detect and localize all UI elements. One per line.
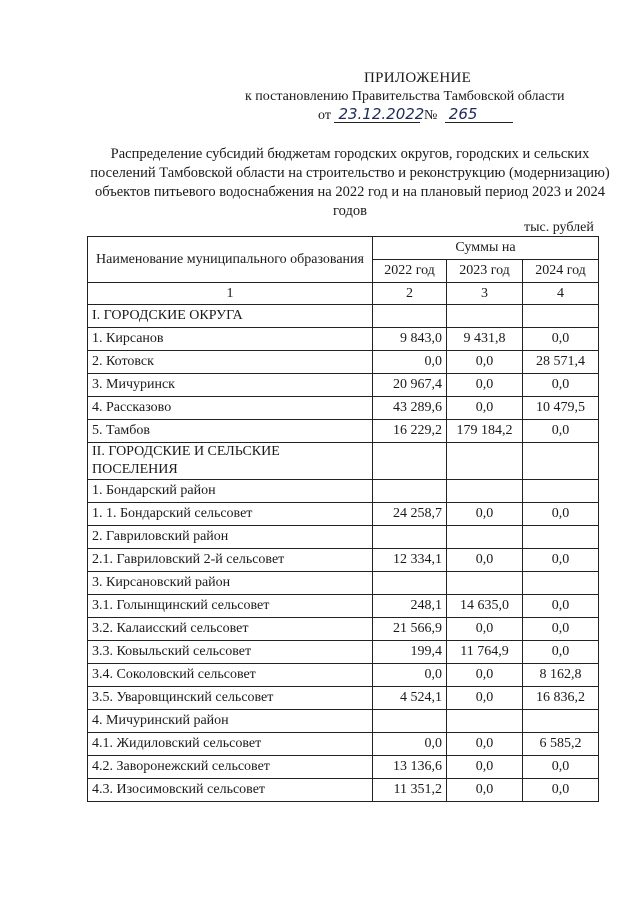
- table-row: [88, 549, 599, 572]
- row-name: 2. Гавриловский район: [88, 526, 373, 549]
- row-name: 1. Бондарский район: [88, 480, 373, 503]
- column-header-name: Наименование муниципального образования: [88, 237, 373, 283]
- table-row: [88, 374, 599, 397]
- table-row: [88, 503, 599, 526]
- row-name: 3.3. Ковыльский сельсовет: [88, 641, 373, 664]
- value-cell-2023: 0,0: [447, 549, 523, 572]
- column-header-year: 2024 год: [523, 260, 599, 283]
- table-row: [88, 664, 599, 687]
- value-cell-2022: 9 843,0: [373, 328, 447, 351]
- value-cell-2024: 0,0: [523, 595, 599, 618]
- value-cell-2024: 28 571,4: [523, 351, 599, 374]
- value-cell-2024: 0,0: [523, 618, 599, 641]
- value-cell-2024: 6 585,2: [523, 733, 599, 756]
- value-cell-2024: 0,0: [523, 779, 599, 802]
- value-cell-2022: 16 229,2: [373, 420, 447, 443]
- value-cell-2024: 10 479,5: [523, 397, 599, 420]
- number-prefix: №: [423, 108, 438, 123]
- value-cell-2023: 0,0: [447, 351, 523, 374]
- row-name: 3.1. Голынщинский сельсовет: [88, 595, 373, 618]
- value-cell-2024: 0,0: [523, 549, 599, 572]
- row-name: II. ГОРОДСКИЕ И СЕЛЬСКИЕ ПОСЕЛЕНИЯ: [88, 443, 373, 480]
- value-cell-2024: [523, 572, 599, 595]
- subsidy-table: [87, 236, 599, 802]
- value-cell-2023: [447, 526, 523, 549]
- row-name: 3. Кирсановский район: [88, 572, 373, 595]
- value-cell-2022: [373, 443, 447, 480]
- table-row: [88, 710, 599, 733]
- value-cell-2022: 12 334,1: [373, 549, 447, 572]
- table-row: [88, 480, 599, 503]
- value-cell-2022: 11 351,2: [373, 779, 447, 802]
- row-name: 4. Рассказово: [88, 397, 373, 420]
- value-cell-2023: 0,0: [447, 618, 523, 641]
- column-header-year: 2023 год: [447, 260, 523, 283]
- value-cell-2024: 8 162,8: [523, 664, 599, 687]
- row-name: 3.5. Уваровщинский сельсовет: [88, 687, 373, 710]
- table-body: [88, 305, 599, 802]
- document-title: Распределение субсидий бюджетам городских округов, городских и сельских поселений Тамбовской области на строительство и реконструкцию (модернизацию) объектов питьевого водоснабжения на 2022 год и на плановый период 2023 и 2024 годов: [90, 146, 610, 219]
- value-cell-2022: [373, 572, 447, 595]
- row-name: 3.4. Соколовский сельсовет: [88, 664, 373, 687]
- column-index: 1: [88, 283, 373, 305]
- value-cell-2023: [447, 305, 523, 328]
- handwritten-number: 265: [445, 106, 513, 123]
- table-row: [88, 443, 599, 480]
- table-row: [88, 572, 599, 595]
- appendix-title: ПРИЛОЖЕНИЕ: [364, 70, 472, 86]
- table-row: [88, 328, 599, 351]
- appendix-subtitle: к постановлению Правительства Тамбовской области: [245, 89, 565, 104]
- value-cell-2023: 0,0: [447, 664, 523, 687]
- table-row: [88, 526, 599, 549]
- value-cell-2023: 14 635,0: [447, 595, 523, 618]
- row-name: 1. Кирсанов: [88, 328, 373, 351]
- table-row: [88, 687, 599, 710]
- value-cell-2024: 0,0: [523, 328, 599, 351]
- row-name: I. ГОРОДСКИЕ ОКРУГА: [88, 305, 373, 328]
- row-name: 1. 1. Бондарский сельсовет: [88, 503, 373, 526]
- table-row: [88, 351, 599, 374]
- value-cell-2022: 4 524,1: [373, 687, 447, 710]
- column-header-sums: Суммы на: [373, 237, 599, 260]
- decree-date-number: [318, 106, 513, 124]
- value-cell-2024: [523, 526, 599, 549]
- value-cell-2022: 43 289,6: [373, 397, 447, 420]
- value-cell-2022: 199,4: [373, 641, 447, 664]
- table-row: [88, 733, 599, 756]
- date-prefix: от: [318, 108, 331, 123]
- value-cell-2022: 0,0: [373, 733, 447, 756]
- value-cell-2023: 11 764,9: [447, 641, 523, 664]
- value-cell-2022: 21 566,9: [373, 618, 447, 641]
- row-name: 4. Мичуринский район: [88, 710, 373, 733]
- column-index: 4: [523, 283, 599, 305]
- value-cell-2022: [373, 480, 447, 503]
- value-cell-2023: 0,0: [447, 503, 523, 526]
- row-name: 4.3. Изосимовский сельсовет: [88, 779, 373, 802]
- row-name: 4.1. Жидиловский сельсовет: [88, 733, 373, 756]
- value-cell-2022: 248,1: [373, 595, 447, 618]
- table-row: [88, 595, 599, 618]
- value-cell-2022: 20 967,4: [373, 374, 447, 397]
- value-cell-2023: [447, 443, 523, 480]
- value-cell-2022: 24 258,7: [373, 503, 447, 526]
- value-cell-2024: 0,0: [523, 641, 599, 664]
- value-cell-2023: 0,0: [447, 687, 523, 710]
- table-row: [88, 756, 599, 779]
- value-cell-2022: 0,0: [373, 351, 447, 374]
- value-cell-2023: 0,0: [447, 733, 523, 756]
- table-row: [88, 641, 599, 664]
- row-name: 3.2. Калаисский сельсовет: [88, 618, 373, 641]
- value-cell-2022: 0,0: [373, 664, 447, 687]
- value-cell-2024: [523, 710, 599, 733]
- value-cell-2024: [523, 443, 599, 480]
- value-cell-2023: 0,0: [447, 779, 523, 802]
- value-cell-2024: 0,0: [523, 374, 599, 397]
- value-cell-2024: 0,0: [523, 756, 599, 779]
- row-name: 2.1. Гавриловский 2-й сельсовет: [88, 549, 373, 572]
- value-cell-2024: [523, 305, 599, 328]
- value-cell-2022: [373, 526, 447, 549]
- value-cell-2022: [373, 710, 447, 733]
- value-cell-2024: 0,0: [523, 420, 599, 443]
- value-cell-2022: 13 136,6: [373, 756, 447, 779]
- table-row: [88, 779, 599, 802]
- value-cell-2023: [447, 480, 523, 503]
- units-label: тыс. рублей: [524, 220, 594, 235]
- handwritten-date: 23.12.2022: [334, 106, 420, 123]
- row-name: 5. Тамбов: [88, 420, 373, 443]
- row-name: 2. Котовск: [88, 351, 373, 374]
- table-row: [88, 397, 599, 420]
- value-cell-2023: 0,0: [447, 397, 523, 420]
- column-header-year: 2022 год: [373, 260, 447, 283]
- value-cell-2023: [447, 572, 523, 595]
- column-index: 2: [373, 283, 447, 305]
- value-cell-2022: [373, 305, 447, 328]
- row-name: 4.2. Заворонежский сельсовет: [88, 756, 373, 779]
- value-cell-2023: 179 184,2: [447, 420, 523, 443]
- row-name: 3. Мичуринск: [88, 374, 373, 397]
- value-cell-2023: 0,0: [447, 756, 523, 779]
- value-cell-2024: 16 836,2: [523, 687, 599, 710]
- value-cell-2023: 0,0: [447, 374, 523, 397]
- value-cell-2023: 9 431,8: [447, 328, 523, 351]
- table-row: [88, 420, 599, 443]
- table-row: [88, 618, 599, 641]
- value-cell-2023: [447, 710, 523, 733]
- value-cell-2024: 0,0: [523, 503, 599, 526]
- table-row: [88, 305, 599, 328]
- column-index: 3: [447, 283, 523, 305]
- value-cell-2024: [523, 480, 599, 503]
